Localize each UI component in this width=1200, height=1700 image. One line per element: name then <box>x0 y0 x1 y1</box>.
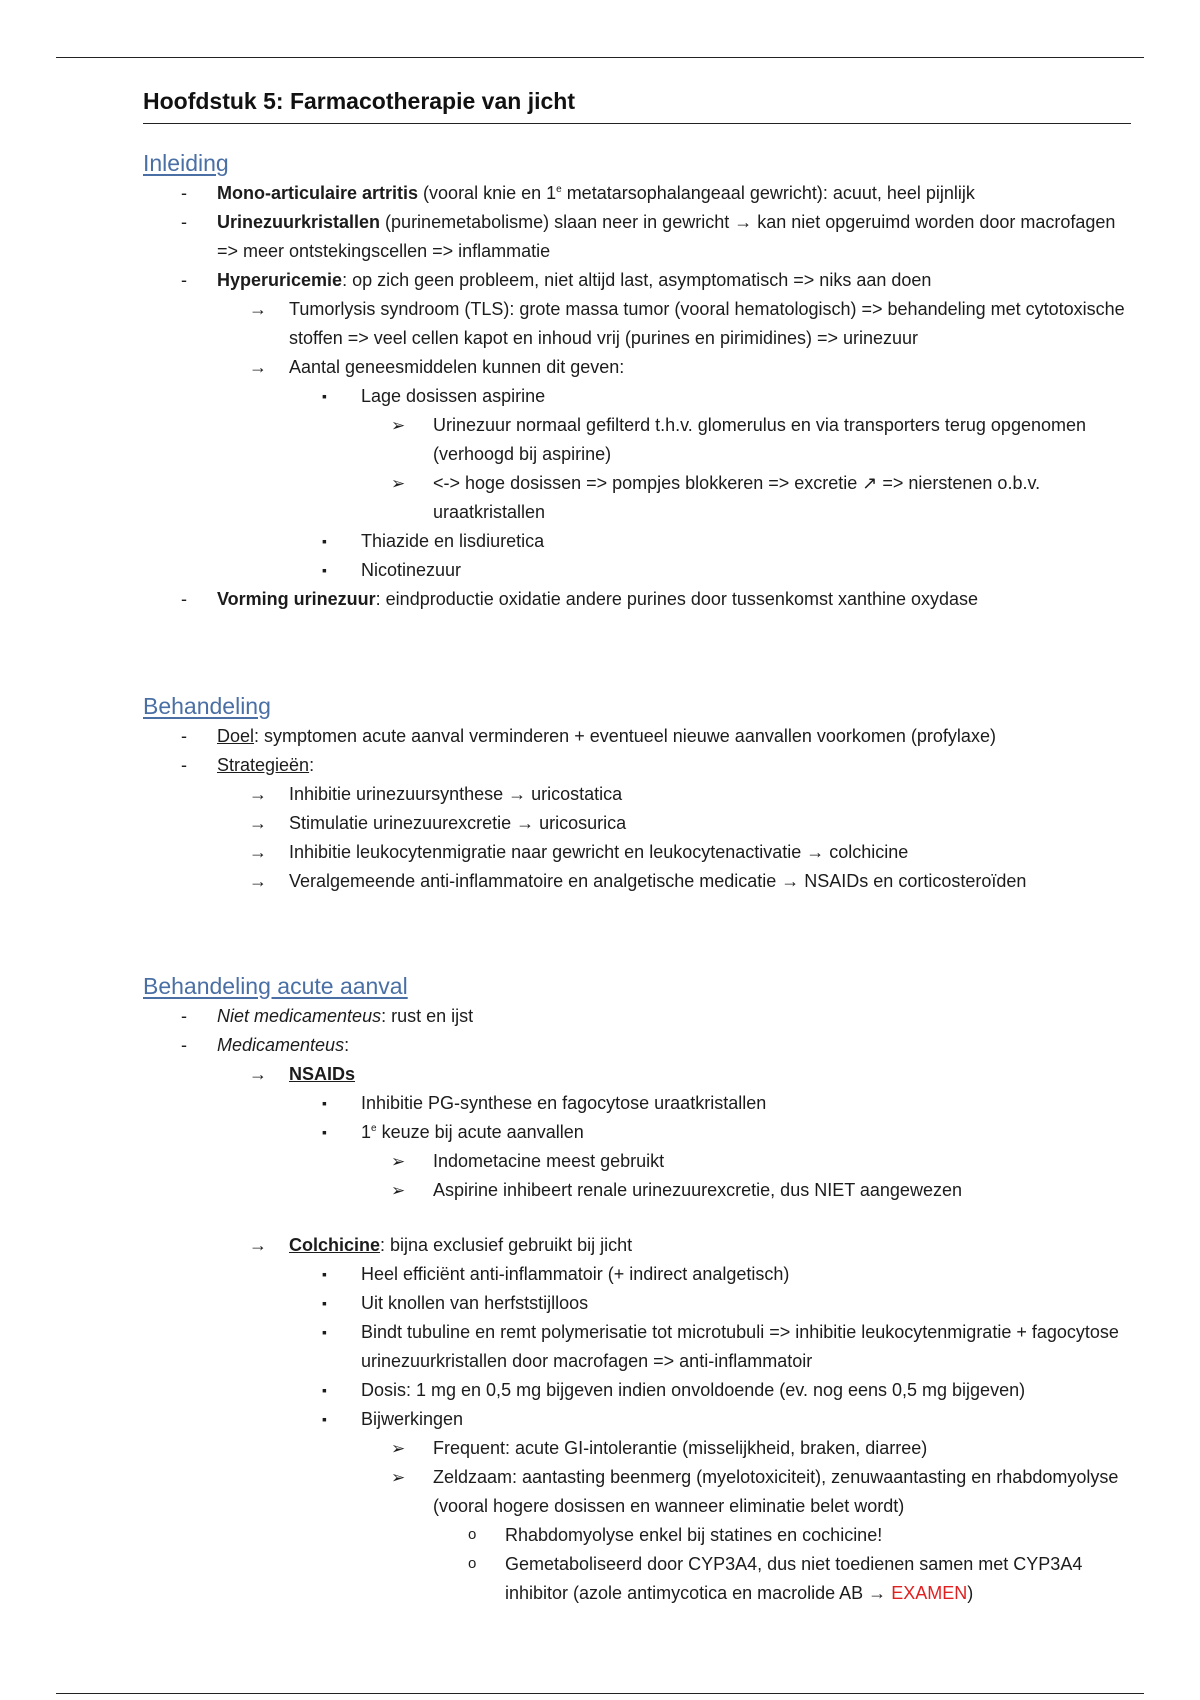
list-item: - Hyperuricemie: op zich geen probleem, niet altijd last, asymptomatisch => niks aan doen → Tumorlysis syndroom (TLS): grote massa tumor (vooral hematologisch) => behandeling met cytotoxische stoffen => veel cellen kapot en inhoud vrij (purines en pirimidines) => urinezuur → Aantal geneesmiddelen kunnen dit geven: ▪ Lage dosissen aspirine ➢ Urinezuur normaal gefilterd t.h.v. glomerulus en via transporters terug opgenomen (verhoogd bij aspirine) ➢ <-> hoge dosissen => pompjes blokkeren => excretie ↗ => nierstenen o.b.v. uraatkristallen ▪ Thiazide en lisdiuretica ▪ Nicotinezuur <box>143 266 1133 585</box>
heading-inleiding: Inleiding <box>143 150 229 176</box>
list-item: ➢ Indometacine meest gebruikt <box>361 1147 1133 1176</box>
term: Medicamenteus <box>217 1035 345 1055</box>
section-behandeling <box>143 693 1133 896</box>
list-item: - Niet medicamenteus: rust en ijst <box>143 1002 1133 1031</box>
list-item <box>217 1060 1133 1231</box>
term: Niet medicamenteus <box>217 1006 382 1026</box>
term: Doel <box>217 726 255 746</box>
list-item: → Veralgemeende anti-inflammatoire en analgetische medicatie → NSAIDs en corticosteroïden <box>217 867 1133 896</box>
list-item: ▪ Bijwerkingen ➢ Frequent: acute GI-intolerantie (misselijkheid, braken, diarree) ➢ Zeldzaam: aantasting beenmerg (myelotoxiciteit), zenuwaantasting en rhabdomyolyse (vooral hogere dosissen en wanneer eliminatie belet wordt) o Rhabdomyolyse enkel bij statines en cochicine! o Gemetaboliseerd door CYP3A4, dus niet toedienen samen met CYP3A4 inhibitor (azole antimycotica en macrolide AB → EXAMEN) <box>289 1405 1133 1608</box>
list-item: ➢ Zeldzaam: aantasting beenmerg (myelotoxiciteit), zenuwaantasting en rhabdomyolyse (vooral hogere dosissen en wanneer eliminatie belet wordt) o Rhabdomyolyse enkel bij statines en cochicine! o Gemetaboliseerd door CYP3A4, dus niet toedienen samen met CYP3A4 inhibitor (azole antimycotica en macrolide AB → EXAMEN) <box>361 1463 1133 1608</box>
list-item: ➢ <-> hoge dosissen => pompjes blokkeren => excretie ↗ => nierstenen o.b.v. uraatkristallen <box>361 469 1133 527</box>
list-item: ➢ Aspirine inhibeert renale urinezuurexcretie, dus NIET aangewezen <box>361 1176 1133 1205</box>
list-item: ➢ Urinezuur normaal gefilterd t.h.v. glomerulus en via transporters terug opgenomen (verhoogd bij aspirine) <box>361 411 1133 469</box>
list-item: - Mono-articulaire artritis (vooral knie en 1e metatarsophalangeaal gewricht): acuut, heel pijnlijk <box>143 179 1133 208</box>
list-item: → Stimulatie urinezuurexcretie → uricosurica <box>217 809 1133 838</box>
top-rule <box>56 57 1144 58</box>
list-item: → Aantal geneesmiddelen kunnen dit geven: ▪ Lage dosissen aspirine ➢ Urinezuur normaal gefilterd t.h.v. glomerulus en via transporters terug opgenomen (verhoogd bij aspirine) ➢ <-> hoge dosissen => pompjes blokkeren => excretie ↗ => nierstenen o.b.v. uraatkristallen ▪ Thiazide en lisdiuretica ▪ Nicotinezuur <box>217 353 1133 585</box>
term: Hyperuricemie <box>217 270 343 290</box>
term: Vorming urinezuur <box>217 589 376 609</box>
list-item: → Inhibitie urinezuursynthese → uricostatica <box>217 780 1133 809</box>
list-item: ▪ Nicotinezuur <box>289 556 1133 585</box>
bottom-rule <box>56 1693 1144 1694</box>
list-item: o Rhabdomyolyse enkel bij statines en cochicine! <box>433 1521 1133 1550</box>
list-item: - Vorming urinezuur: eindproductie oxidatie andere purines door tussenkomst xanthine oxydase <box>143 585 1133 614</box>
list-item: o Gemetaboliseerd door CYP3A4, dus niet toedienen samen met CYP3A4 inhibitor (azole antimycotica en macrolide AB → EXAMEN) <box>433 1550 1133 1608</box>
list-item: ▪ Inhibitie PG-synthese en fagocytose uraatkristallen <box>289 1089 1133 1118</box>
list-item: → Colchicine: bijna exclusief gebruikt bij jicht ▪ Heel efficiënt anti-inflammatoir (+ indirect analgetisch) ▪ Uit knollen van herfststijlloos ▪ Bindt tubuline en remt polymerisatie tot microtubuli => inhibitie leukocytenmigratie + fagocytose urinezuurkristallen door macrofagen => anti-inflammatoir ▪ Dosis: 1 mg en 0,5 mg bijgeven indien onvoldoende (ev. nog eens 0,5 mg bijgeven) ▪ Bijwerkingen ➢ Frequent: acute GI-intolerantie (misselijkheid, braken, diarree) ➢ Zeldzaam: aantasting beenmerg (myelotoxiciteit), zenuwaantasting en rhabdomyolyse (vooral hogere dosissen en wanneer eliminatie belet wordt) o Rhabdomyolyse enkel bij statines en cochicine! o Gemetaboliseerd door CYP3A4, dus niet toedienen samen met CYP3A4 inhibitor (azole antimycotica en macrolide AB → EXAMEN) <box>217 1231 1133 1608</box>
list-item: → Tumorlysis syndroom (TLS): grote massa tumor (vooral hematologisch) => behandeling met cytotoxische stoffen => veel cellen kapot en inhoud vrij (purines en pirimidines) => urinezuur <box>217 295 1133 353</box>
list-item: ▪ Thiazide en lisdiuretica <box>289 527 1133 556</box>
list-item: ▪ Uit knollen van herfststijlloos <box>289 1289 1133 1318</box>
heading-acute-aanval: Behandeling acute aanval <box>143 973 408 999</box>
list-item: - Medicamenteus: → NSAIDs ▪ Inhibitie PG-synthese en fagocytose uraatkristallen ▪ 1e keuze bij acute aanvallen ➢ Indometacine meest gebruikt ➢ Aspirine inhibeert renale urinezuurexcretie, dus NIET aangewezen → Colchicine: bijna exclusief gebruikt bij jicht ▪ Heel efficiënt anti-inflammatoir (+ indirect analgetisch) ▪ Uit knollen van herfststijlloos ▪ Bindt tubuline en remt polymerisatie tot microtubuli => inhibitie leukocytenmigratie + fagocytose urinezuurkristallen door macrofagen => anti-inflammatoir ▪ Dosis: 1 mg en 0,5 mg bijgeven indien onvoldoende (ev. nog eens 0,5 mg bijgeven) ▪ Bijwerkingen ➢ Frequent: acute GI-intolerantie (misselijkheid, braken, diarree) ➢ Zeldzaam: aantasting beenmerg (myelotoxiciteit), zenuwaantasting en rhabdomyolyse (vooral hogere dosissen en wanneer eliminatie belet wordt) o Rhabdomyolyse enkel bij statines en cochicine! o Gemetaboliseerd door CYP3A4, dus niet toedienen samen met CYP3A4 inhibitor (azole antimycotica en macrolide AB → EXAMEN) <box>143 1031 1133 1608</box>
term: Mono-articulaire artritis <box>217 183 419 203</box>
list-item: ▪ Dosis: 1 mg en 0,5 mg bijgeven indien onvoldoende (ev. nog eens 0,5 mg bijgeven) <box>289 1376 1133 1405</box>
spacer <box>289 1205 1133 1231</box>
exam-highlight: EXAMEN <box>891 1583 968 1603</box>
list-item: ➢ Frequent: acute GI-intolerantie (misselijkheid, braken, diarree) <box>361 1434 1133 1463</box>
list-item: → Inhibitie leukocytenmigratie naar gewricht en leukocytenactivatie → colchicine <box>217 838 1133 867</box>
section-inleiding <box>143 150 1133 614</box>
list-item: ▪ Heel efficiënt anti-inflammatoir (+ indirect analgetisch) <box>289 1260 1133 1289</box>
heading-behandeling: Behandeling <box>143 693 271 719</box>
list-item: ▪ 1e keuze bij acute aanvallen ➢ Indometacine meest gebruikt ➢ Aspirine inhibeert renale urinezuurexcretie, dus NIET aangewezen <box>289 1118 1133 1205</box>
list-item: - Urinezuurkristallen (purinemetabolisme) slaan neer in gewricht → kan niet opgeruimd worden door macrofagen => meer ontstekingscellen => inflammatie <box>143 208 1133 266</box>
list-item: ▪ Bindt tubuline en remt polymerisatie tot microtubuli => inhibitie leukocytenmigratie + fagocytose urinezuurkristallen door macrofagen => anti-inflammatoir <box>289 1318 1133 1376</box>
section-acute-aanval <box>143 973 1133 1608</box>
term: Urinezuurkristallen <box>217 212 381 232</box>
page-title: Hoofdstuk 5: Farmacotherapie van jicht <box>143 88 1131 124</box>
list-item: - Doel: symptomen acute aanval verminderen + eventueel nieuwe aanvallen voorkomen (profylaxe) <box>143 722 1133 751</box>
term: NSAIDs <box>289 1064 356 1084</box>
term: Colchicine <box>289 1235 381 1255</box>
list-item: - Strategieën: → Inhibitie urinezuursynthese → uricostatica → Stimulatie urinezuurexcretie → uricosurica → Inhibitie leukocytenmigratie naar gewricht en leukocytenactivatie → colchicine → Veralgemeende anti-inflammatoire en analgetische medicatie → NSAIDs en corticosteroïden <box>143 751 1133 896</box>
term: Strategieën <box>217 755 310 775</box>
list-item: ▪ Lage dosissen aspirine ➢ Urinezuur normaal gefilterd t.h.v. glomerulus en via transporters terug opgenomen (verhoogd bij aspirine) ➢ <-> hoge dosissen => pompjes blokkeren => excretie ↗ => nierstenen o.b.v. uraatkristallen <box>289 382 1133 527</box>
